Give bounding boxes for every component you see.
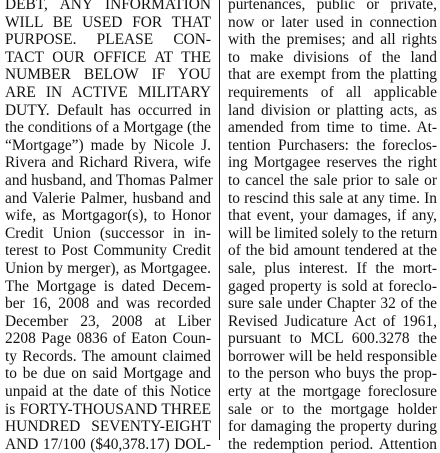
text-line: now or later used in connection bbox=[228, 13, 437, 31]
text-line: purtenances, public or private, bbox=[228, 0, 437, 13]
text-line: PURPOSE. PLEASE CON- bbox=[5, 31, 211, 49]
text-line: gaged property is sold at foreclo- bbox=[228, 277, 437, 295]
column-divider bbox=[219, 0, 220, 440]
text-line: ty Records. The amount claimed bbox=[5, 347, 211, 365]
text-line: TACT OUR OFFICE AT THE bbox=[5, 48, 211, 66]
text-line: The Mortgage is dated Decem- bbox=[5, 277, 211, 295]
text-line: ber 16, 2008 and was recorded bbox=[5, 295, 211, 313]
text-line: sure sale under Chapter 32 of the bbox=[228, 295, 437, 313]
text-line: tention Purchasers: the foreclos- bbox=[228, 136, 437, 154]
text-line: wife, as Mortgagor(s), to Honor bbox=[5, 207, 211, 225]
text-line: the redemption period. Attention bbox=[228, 435, 437, 453]
text-line: Rivera and Richard Rivera, wife bbox=[5, 154, 211, 172]
text-line: pursuant to MCL 600.3278 the bbox=[228, 330, 437, 348]
text-line: sale or to the mortgage holder bbox=[228, 400, 437, 418]
text-line: erty at the mortgage foreclosure bbox=[228, 383, 437, 401]
text-line: Credit Union (successor in in- bbox=[5, 224, 211, 242]
text-line: to cancel the sale prior to sale or bbox=[228, 171, 437, 189]
text-line: DEBT, ANY INFORMATION bbox=[5, 0, 211, 13]
text-line: to be due on said Mortgage and bbox=[5, 365, 211, 383]
text-line: terest to Post Community Credit bbox=[5, 242, 211, 260]
text-line: ARE IN ACTIVE MILITARY bbox=[5, 83, 211, 101]
text-line: December 23, 2008 at Liber bbox=[5, 312, 211, 330]
text-line: borrower will be held responsible bbox=[228, 347, 437, 365]
text-line: to the person who buys the prop- bbox=[228, 365, 437, 383]
text-line: that event, your damages, if any, bbox=[228, 207, 437, 225]
text-line: unpaid at the date of this Notice bbox=[5, 383, 211, 401]
text-line: WILL BE USED FOR THAT bbox=[5, 13, 211, 31]
text-line: the conditions of a Mortgage (the bbox=[5, 119, 211, 137]
text-line: and Valerie Palmer, husband and bbox=[5, 189, 211, 207]
text-line: DUTY. Default has occurred in bbox=[5, 101, 211, 119]
text-line: of the bid amount tendered at the bbox=[228, 242, 437, 260]
text-line: 2208 Page 0836 of Eaton Coun- bbox=[5, 330, 211, 348]
text-line: sale, plus interest. If the mort- bbox=[228, 259, 437, 277]
text-line: to make divisions of the land bbox=[228, 48, 437, 66]
text-line: NUMBER BELOW IF YOU bbox=[5, 66, 211, 84]
text-line: to rescind this sale at any time. In bbox=[228, 189, 437, 207]
text-line: Union by merger), as Mortgagee. bbox=[5, 259, 211, 277]
text-line: land division or platting acts, as bbox=[228, 101, 437, 119]
left-text-column bbox=[5, 0, 211, 453]
text-line: ing Mortgagee reserves the right bbox=[228, 154, 437, 172]
text-line: and husband, and Thomas Palmer bbox=[5, 171, 213, 189]
text-line: Revised Judicature Act of 1961, bbox=[228, 312, 437, 330]
text-line: with the premises; and all rights bbox=[228, 31, 437, 49]
text-line: will be limited solely to the return bbox=[228, 224, 438, 242]
text-line: “Mortgage”) made by Nicole J. bbox=[5, 136, 211, 154]
text-line: is FORTY-THOUSAND THREE bbox=[5, 400, 211, 418]
right-text-column bbox=[228, 0, 437, 453]
text-line: that are exempt from the platting bbox=[228, 66, 437, 84]
text-line: HUNDRED SEVENTY-EIGHT bbox=[5, 418, 211, 436]
text-line: AND 17/100 ($40,378.17) DOL- bbox=[5, 435, 211, 453]
text-line: for damaging the property during bbox=[228, 418, 437, 436]
text-line: requirements of all applicable bbox=[228, 83, 437, 101]
text-line: amended from time to time. At- bbox=[228, 119, 437, 137]
